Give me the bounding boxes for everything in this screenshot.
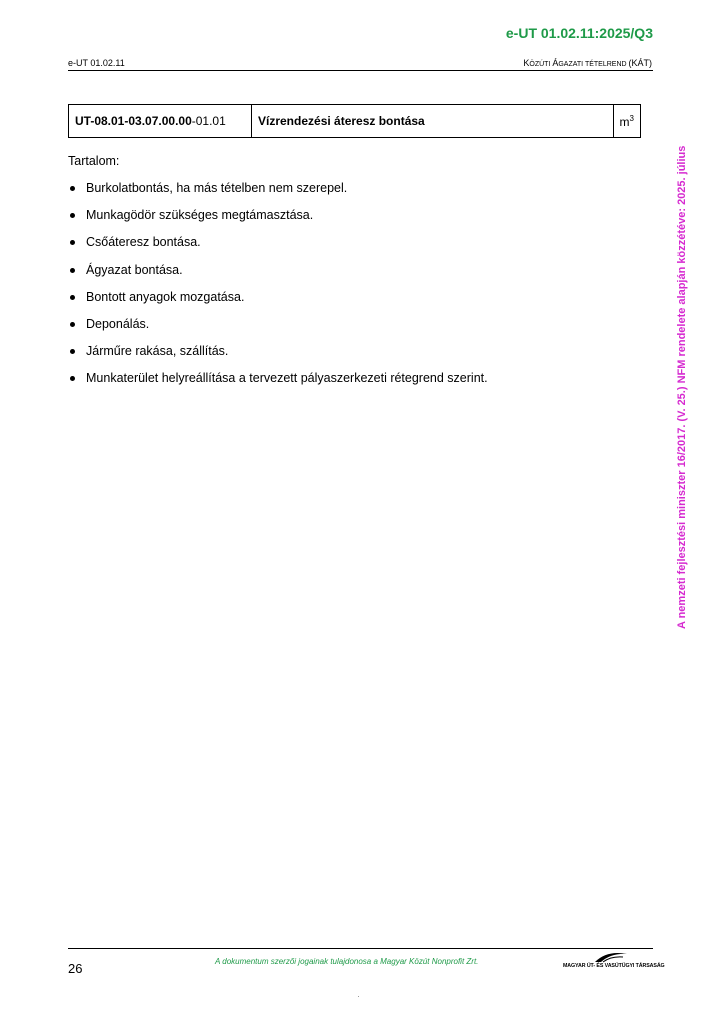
unit-exponent: 3 bbox=[629, 113, 634, 123]
header-right-small1: ÖZÚTI bbox=[529, 61, 553, 68]
list-item bbox=[68, 208, 488, 235]
bullet-icon bbox=[70, 186, 75, 191]
content-heading: Tartalom: bbox=[68, 154, 120, 168]
footer-divider bbox=[68, 948, 653, 949]
bullet-icon bbox=[70, 240, 75, 245]
list-item-text: Bontott anyagok mozgatása. bbox=[86, 289, 245, 304]
bullet-icon bbox=[70, 376, 75, 381]
bullet-icon bbox=[70, 295, 75, 300]
header-right-a: Á bbox=[552, 58, 559, 68]
copyright-notice: A dokumentum szerzői jogainak tulajdonosa a Magyar Közút Nonprofit Zrt. bbox=[215, 957, 479, 966]
side-publication-note: A nemzeti fejlesztési miniszter 16/2017. (V. 25.) NFM rendelete alapján közzétéve: 2025. július bbox=[676, 145, 688, 629]
header-right-initial: K bbox=[523, 58, 530, 68]
bullet-icon bbox=[70, 349, 75, 354]
logo-text: MAGYAR ÚT- ÉS VASÚTÜGYI TÁRSASÁG bbox=[563, 963, 665, 969]
bullet-icon bbox=[70, 322, 75, 327]
list-item-text: Csőáteresz bontása. bbox=[86, 235, 201, 250]
list-item bbox=[68, 317, 488, 344]
list-item bbox=[68, 181, 488, 208]
list-item-text: Járműre rakása, szállítás. bbox=[86, 344, 229, 359]
bullet-icon bbox=[70, 213, 75, 218]
page-number: 26 bbox=[68, 961, 83, 976]
item-code-main: UT-08.01-03.07.00.00 bbox=[75, 114, 192, 128]
header-right-small2: GAZATI TÉTELREND bbox=[558, 61, 629, 68]
item-row bbox=[69, 105, 641, 138]
list-item-text: Burkolatbontás, ha más tételben nem szerepel. bbox=[86, 181, 348, 195]
header-divider bbox=[68, 70, 653, 71]
road-swoosh-icon bbox=[593, 950, 629, 964]
list-item-text: Deponálás. bbox=[86, 316, 150, 331]
document-code: e-UT 01.02.11:2025/Q3 bbox=[505, 25, 653, 41]
content-list bbox=[68, 181, 488, 399]
header-left-code: e-UT 01.02.11 bbox=[68, 58, 125, 68]
list-item-text: Munkagödör szükséges megtámasztása. bbox=[86, 208, 314, 223]
item-unit bbox=[613, 105, 640, 138]
item-description: Vízrendezési áteresz bontása bbox=[252, 105, 614, 138]
page-mark bbox=[358, 996, 359, 997]
list-item bbox=[68, 235, 488, 262]
item-table bbox=[68, 104, 641, 138]
list-item bbox=[68, 263, 488, 290]
list-item bbox=[68, 290, 488, 317]
bullet-icon bbox=[70, 268, 75, 273]
society-logo bbox=[563, 950, 665, 974]
list-item-text: Ágyazat bontása. bbox=[86, 262, 183, 277]
list-item bbox=[68, 371, 488, 398]
list-item bbox=[68, 344, 488, 371]
item-code bbox=[69, 105, 252, 138]
unit-base: m bbox=[619, 114, 630, 129]
header-right-title bbox=[523, 58, 652, 68]
item-code-suffix: -01.01 bbox=[191, 114, 226, 128]
header-right-abbr: (KÁT) bbox=[628, 58, 652, 68]
list-item-text: Munkaterület helyreállítása a tervezett pályaszerkezeti rétegrend szerint. bbox=[86, 371, 488, 386]
